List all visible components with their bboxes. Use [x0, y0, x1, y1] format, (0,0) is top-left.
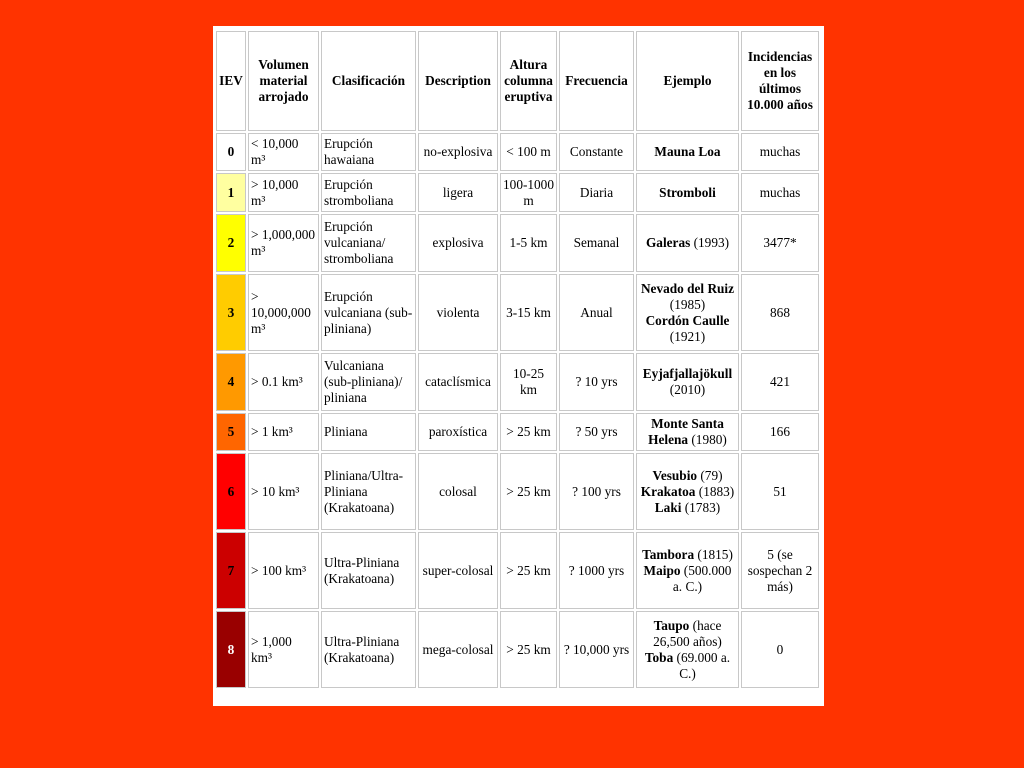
volume-cell: > 10,000 m³ [248, 173, 319, 212]
volcano-name: Maipo [643, 562, 681, 578]
classification-cell: Ultra-Pliniana (Krakatoana) [321, 611, 416, 688]
classification-cell: Ultra-Pliniana (Krakatoana) [321, 532, 416, 609]
example-line [639, 313, 736, 345]
column-height-cell: 1-5 km [500, 214, 557, 272]
column-height-cell: 10-25 km [500, 353, 557, 411]
frequency-cell: Anual [559, 274, 634, 351]
description-cell: cataclísmica [418, 353, 498, 411]
frequency-cell: ? 100 yrs [559, 453, 634, 530]
classification-cell: Vulcaniana (sub-pliniana)/ pliniana [321, 353, 416, 411]
volcano-name: Stromboli [659, 184, 716, 200]
table-row [216, 274, 819, 351]
example-cell [636, 133, 739, 171]
volcano-name: Tambora [642, 546, 695, 562]
frequency-cell: ? 1000 yrs [559, 532, 634, 609]
volume-cell: > 10 km³ [248, 453, 319, 530]
example-cell [636, 173, 739, 212]
incidence-cell: muchas [741, 133, 819, 171]
iev-cell: 1 [216, 173, 246, 212]
volume-cell: < 10,000 m³ [248, 133, 319, 171]
example-cell [636, 214, 739, 272]
example-line [639, 547, 736, 563]
volcano-name: Toba [644, 649, 674, 665]
iev-cell: 7 [216, 532, 246, 609]
iev-cell: 0 [216, 133, 246, 171]
example-line [639, 650, 736, 682]
example-line [639, 144, 736, 160]
volume-cell: > 100 km³ [248, 532, 319, 609]
iev-cell: 4 [216, 353, 246, 411]
description-cell: explosiva [418, 214, 498, 272]
volcano-name: Taupo [653, 617, 690, 633]
classification-cell: Erupción stromboliana [321, 173, 416, 212]
example-cell [636, 353, 739, 411]
description-cell: violenta [418, 274, 498, 351]
classification-cell: Erupción hawaiana [321, 133, 416, 171]
iev-cell: 6 [216, 453, 246, 530]
column-height-cell: > 25 km [500, 453, 557, 530]
eruption-year: (1921) [669, 328, 706, 344]
column-height-cell: 100-1000 m [500, 173, 557, 212]
header-classification: Clasificación [321, 31, 416, 131]
example-line [639, 235, 736, 251]
volcano-name: Cordón Caulle [645, 312, 730, 328]
column-height-cell: < 100 m [500, 133, 557, 171]
table-row [216, 453, 819, 530]
example-line [639, 185, 736, 201]
eruption-year: (1783) [681, 499, 721, 515]
volume-cell: > 1,000 km³ [248, 611, 319, 688]
incidence-cell: 51 [741, 453, 819, 530]
table-row [216, 214, 819, 272]
incidence-cell: 0 [741, 611, 819, 688]
description-cell: mega-colosal [418, 611, 498, 688]
table-row [216, 611, 819, 688]
example-line [639, 618, 736, 650]
incidence-cell: 421 [741, 353, 819, 411]
example-line [639, 366, 736, 398]
example-cell [636, 413, 739, 451]
volcano-name: Eyjafjallajökull [642, 366, 733, 381]
frequency-cell: Constante [559, 133, 634, 171]
column-height-cell: 3-15 km [500, 274, 557, 351]
example-line [639, 416, 736, 448]
column-height-cell: > 25 km [500, 532, 557, 609]
eruption-year: (1980) [688, 432, 727, 447]
column-height-cell: > 25 km [500, 413, 557, 451]
header-column-height: Altura columna eruptiva [500, 31, 557, 131]
table-row [216, 532, 819, 609]
classification-cell: Pliniana/Ultra-Pliniana (Krakatoana) [321, 453, 416, 530]
eruption-year: (1883) [695, 483, 735, 499]
example-line [639, 281, 736, 313]
example-line [639, 468, 736, 484]
table-row [216, 173, 819, 212]
header-row [216, 31, 819, 131]
incidence-cell: 868 [741, 274, 819, 351]
header-description: Description [418, 31, 498, 131]
header-example: Ejemplo [636, 31, 739, 131]
header-volume: Volumen material arrojado [248, 31, 319, 131]
volume-cell: > 0.1 km³ [248, 353, 319, 411]
frequency-cell: ? 50 yrs [559, 413, 634, 451]
description-cell: no-explosiva [418, 133, 498, 171]
eruption-year: (69.000 a. C.) [673, 649, 731, 681]
frequency-cell: Diaria [559, 173, 634, 212]
eruption-year: (2010) [669, 382, 706, 397]
column-height-cell: > 25 km [500, 611, 557, 688]
volume-cell: > 1,000,000 m³ [248, 214, 319, 272]
volcano-name: Krakatoa [640, 483, 696, 499]
eruption-year: (hace 26,500 años) [653, 617, 722, 649]
description-cell: paroxística [418, 413, 498, 451]
table-row [216, 353, 819, 411]
eruption-year: (1993) [690, 235, 730, 250]
description-cell: ligera [418, 173, 498, 212]
table-row [216, 133, 819, 171]
example-cell [636, 611, 739, 688]
classification-cell: Erupción vulcaniana/ stromboliana [321, 214, 416, 272]
volcano-name: Vesubio [652, 467, 698, 483]
iev-cell: 5 [216, 413, 246, 451]
volcano-name: Galeras [645, 235, 691, 250]
example-cell [636, 453, 739, 530]
example-cell [636, 274, 739, 351]
header-iev: IEV [216, 31, 246, 131]
volcano-name: Monte Santa Helena [648, 416, 724, 447]
slide-table-frame [213, 26, 824, 706]
example-line [639, 500, 736, 516]
frequency-cell: Semanal [559, 214, 634, 272]
volume-cell: > 1 km³ [248, 413, 319, 451]
volcano-name: Laki [654, 499, 682, 515]
example-cell [636, 532, 739, 609]
description-cell: colosal [418, 453, 498, 530]
volume-cell: > 10,000,000 m³ [248, 274, 319, 351]
volcano-name: Nevado del Ruiz [640, 280, 735, 296]
incidence-cell: 5 (se sospechan 2 más) [741, 532, 819, 609]
example-line [639, 563, 736, 595]
incidence-cell: 166 [741, 413, 819, 451]
eruption-year: (1985) [669, 296, 706, 312]
header-incidence: Incidencias en los últimos 10.000 años [741, 31, 819, 131]
iev-cell: 3 [216, 274, 246, 351]
incidence-cell: 3477* [741, 214, 819, 272]
classification-cell: Erupción vulcaniana (sub-pliniana) [321, 274, 416, 351]
header-frequency: Frecuencia [559, 31, 634, 131]
eruption-year: (1815) [694, 546, 733, 562]
description-cell: super-colosal [418, 532, 498, 609]
frequency-cell: ? 10 yrs [559, 353, 634, 411]
eruption-year: (500.000 a. C.) [672, 562, 732, 594]
example-line [639, 484, 736, 500]
incidence-cell: muchas [741, 173, 819, 212]
eruption-year: (79) [697, 467, 723, 483]
classification-cell: Pliniana [321, 413, 416, 451]
iev-cell: 8 [216, 611, 246, 688]
frequency-cell: ? 10,000 yrs [559, 611, 634, 688]
iev-cell: 2 [216, 214, 246, 272]
volcano-name: Mauna Loa [654, 144, 721, 159]
volcanic-explosivity-index-table [214, 29, 821, 690]
table-row [216, 413, 819, 451]
